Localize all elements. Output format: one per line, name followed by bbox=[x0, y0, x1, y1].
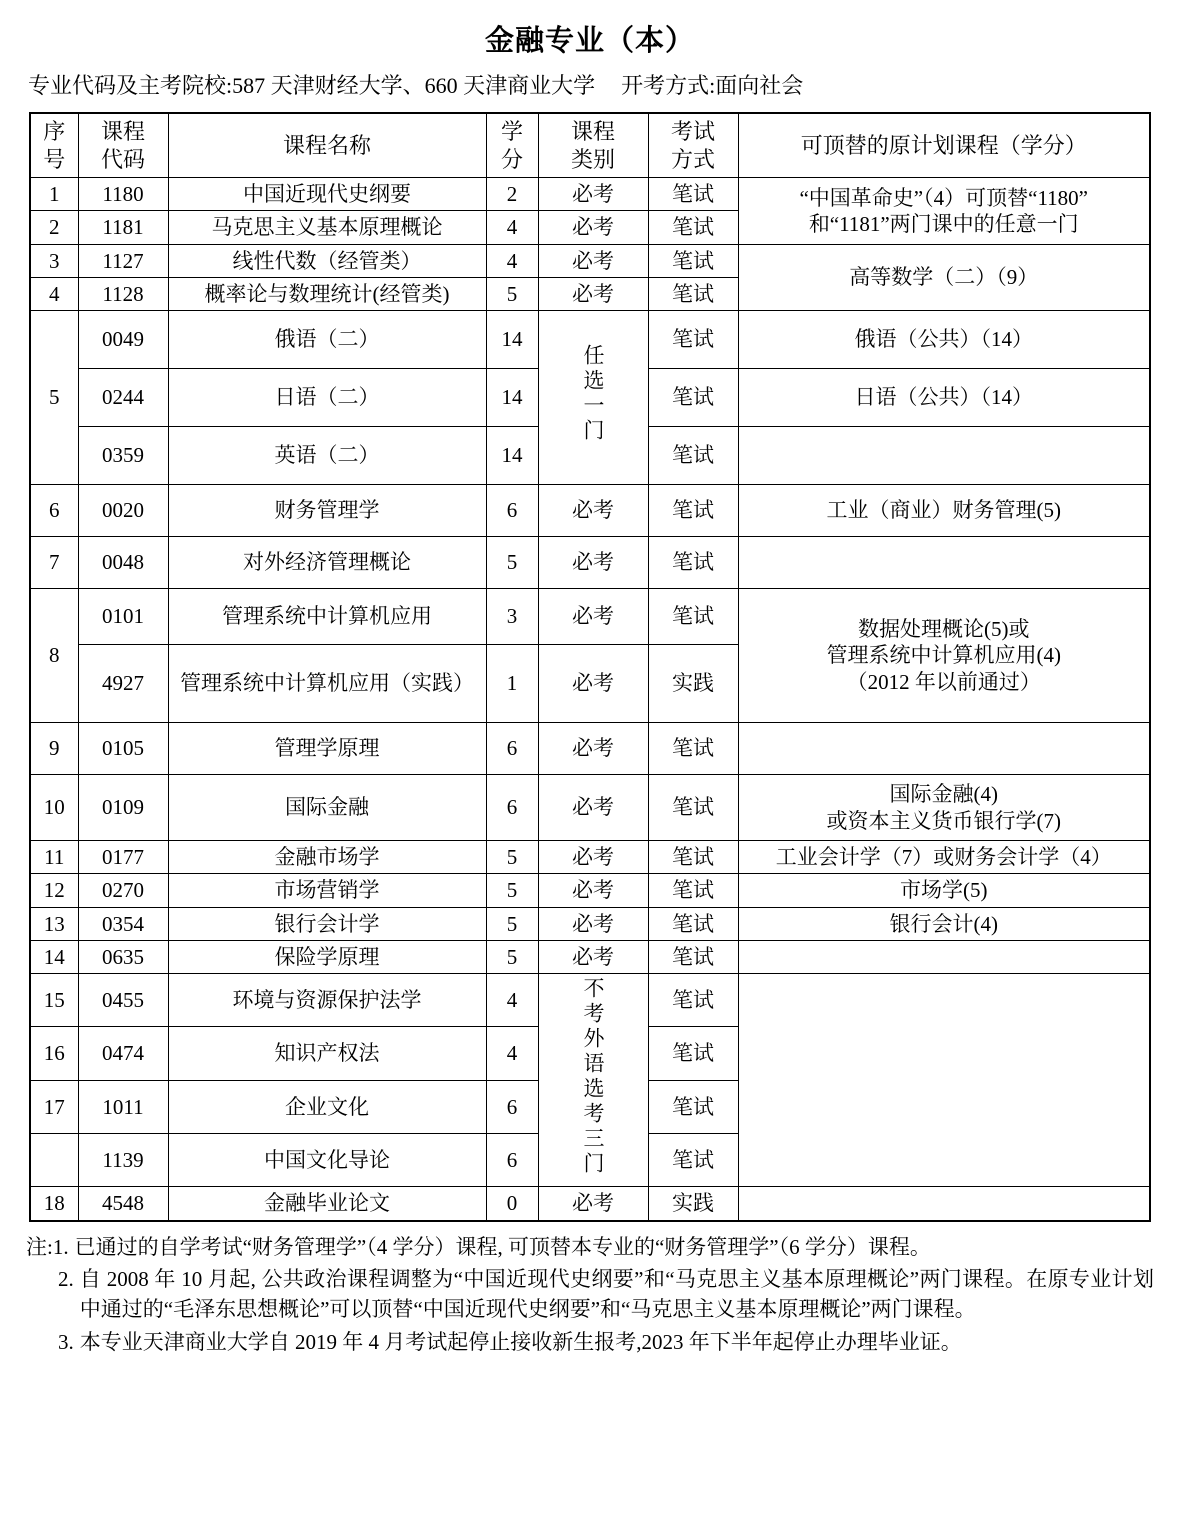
cell-type: 必考 bbox=[538, 277, 648, 310]
cell-type: 必考 bbox=[538, 244, 648, 277]
major-code-and-schools: 专业代码及主考院校:587 天津财经大学、660 天津商业大学 bbox=[28, 73, 596, 98]
cell-seq: 7 bbox=[30, 537, 78, 589]
cell-exam: 实践 bbox=[648, 645, 738, 723]
cell-exam: 笔试 bbox=[648, 874, 738, 907]
cell-substitute: 国际金融(4) 或资本主义货币银行学(7) bbox=[738, 775, 1150, 841]
cell-name: 概率论与数理统计(经管类) bbox=[168, 277, 486, 310]
header-substitute: 可顶替的原计划课程（学分） bbox=[738, 113, 1150, 178]
cell-substitute: 日语（公共）（14） bbox=[738, 369, 1150, 427]
cell-exam: 笔试 bbox=[648, 427, 738, 485]
cell-code: 0354 bbox=[78, 907, 168, 940]
table-row bbox=[30, 940, 1150, 973]
cell-type: 必考 bbox=[538, 907, 648, 940]
cell-name: 国际金融 bbox=[168, 775, 486, 841]
note-item bbox=[26, 1327, 1154, 1357]
header-course-name: 课程名称 bbox=[168, 113, 486, 178]
header-seq: 序 号 bbox=[30, 113, 78, 178]
cell-name: 管理系统中计算机应用（实践） bbox=[168, 645, 486, 723]
table-row bbox=[30, 244, 1150, 277]
table-row bbox=[30, 775, 1150, 841]
cell-type: 必考 bbox=[538, 723, 648, 775]
cell-code: 1181 bbox=[78, 211, 168, 244]
notes-label: 注: bbox=[26, 1234, 53, 1259]
cell-type: 必考 bbox=[538, 589, 648, 645]
cell-seq: 13 bbox=[30, 907, 78, 940]
cell-substitute: 数据处理概论(5)或 管理系统中计算机应用(4) （2012 年以前通过） bbox=[738, 589, 1150, 723]
cell-exam: 笔试 bbox=[648, 841, 738, 874]
cell-code: 0359 bbox=[78, 427, 168, 485]
cell-seq: 4 bbox=[30, 277, 78, 310]
cell-name: 市场营销学 bbox=[168, 874, 486, 907]
cell-seq: 14 bbox=[30, 940, 78, 973]
cell-seq: 16 bbox=[30, 1027, 78, 1080]
cell-exam: 笔试 bbox=[648, 589, 738, 645]
table-row bbox=[30, 311, 1150, 369]
cell-substitute: 高等数学（二）（9） bbox=[738, 244, 1150, 311]
cell-credit: 6 bbox=[486, 485, 538, 537]
cell-code: 0105 bbox=[78, 723, 168, 775]
note-text: 已通过的自学考试“财务管理学”（4 学分）课程, 可顶替本专业的“财务管理学”（6 学分）课程。 bbox=[74, 1234, 931, 1259]
cell-name: 中国文化导论 bbox=[168, 1133, 486, 1186]
cell-name: 保险学原理 bbox=[168, 940, 486, 973]
cell-type: 必考 bbox=[538, 645, 648, 723]
cell-exam: 笔试 bbox=[648, 485, 738, 537]
cell-credit: 5 bbox=[486, 277, 538, 310]
cell-code: 1139 bbox=[78, 1133, 168, 1186]
cell-credit: 4 bbox=[486, 244, 538, 277]
cell-substitute: 俄语（公共）（14） bbox=[738, 311, 1150, 369]
cell-substitute bbox=[738, 940, 1150, 973]
cell-credit: 6 bbox=[486, 1133, 538, 1186]
cell-exam: 笔试 bbox=[648, 1080, 738, 1133]
cell-code: 1180 bbox=[78, 178, 168, 211]
cell-name: 知识产权法 bbox=[168, 1027, 486, 1080]
cell-seq: 1 bbox=[30, 178, 78, 211]
cell-name: 银行会计学 bbox=[168, 907, 486, 940]
note-item bbox=[26, 1264, 1154, 1325]
cell-code: 0020 bbox=[78, 485, 168, 537]
cell-name: 环境与资源保护法学 bbox=[168, 974, 486, 1027]
cell-code: 0474 bbox=[78, 1027, 168, 1080]
table-row bbox=[30, 841, 1150, 874]
cell-code: 0048 bbox=[78, 537, 168, 589]
cell-exam: 笔试 bbox=[648, 244, 738, 277]
cell-exam: 笔试 bbox=[648, 1027, 738, 1080]
cell-credit: 1 bbox=[486, 645, 538, 723]
cell-code: 0049 bbox=[78, 311, 168, 369]
header-course-code: 课程 代码 bbox=[78, 113, 168, 178]
cell-type: 必考 bbox=[538, 178, 648, 211]
course-table bbox=[29, 112, 1151, 1222]
cell-credit: 14 bbox=[486, 369, 538, 427]
cell-exam: 笔试 bbox=[648, 178, 738, 211]
table-row bbox=[30, 874, 1150, 907]
cell-exam: 笔试 bbox=[648, 940, 738, 973]
cell-type: 必考 bbox=[538, 1187, 648, 1221]
cell-credit: 4 bbox=[486, 211, 538, 244]
cell-code: 1128 bbox=[78, 277, 168, 310]
cell-name: 日语（二） bbox=[168, 369, 486, 427]
cell-exam: 笔试 bbox=[648, 211, 738, 244]
vertical-label-any-one: 任选一门 bbox=[581, 344, 606, 445]
note-item bbox=[26, 1232, 1154, 1262]
cell-code: 0101 bbox=[78, 589, 168, 645]
cell-exam: 实践 bbox=[648, 1187, 738, 1221]
exam-mode: 开考方式:面向社会 bbox=[621, 73, 804, 98]
cell-exam: 笔试 bbox=[648, 277, 738, 310]
table-row bbox=[30, 178, 1150, 211]
cell-credit: 6 bbox=[486, 775, 538, 841]
header-course-type: 课程 类别 bbox=[538, 113, 648, 178]
cell-credit: 14 bbox=[486, 311, 538, 369]
header-exam-method: 考试 方式 bbox=[648, 113, 738, 178]
table-header-row bbox=[30, 113, 1150, 178]
cell-type: 必考 bbox=[538, 874, 648, 907]
note-number: 1. bbox=[52, 1234, 69, 1259]
note-number: 2. bbox=[58, 1266, 74, 1291]
cell-substitute bbox=[738, 537, 1150, 589]
cell-name: 金融市场学 bbox=[168, 841, 486, 874]
cell-type: 必考 bbox=[538, 485, 648, 537]
cell-seq: 11 bbox=[30, 841, 78, 874]
cell-credit: 5 bbox=[486, 537, 538, 589]
cell-credit: 14 bbox=[486, 427, 538, 485]
table-row bbox=[30, 485, 1150, 537]
cell-code: 0455 bbox=[78, 974, 168, 1027]
cell-credit: 5 bbox=[486, 841, 538, 874]
cell-type bbox=[538, 974, 648, 1187]
cell-exam: 笔试 bbox=[648, 723, 738, 775]
notes-section bbox=[26, 1232, 1154, 1358]
cell-substitute: 银行会计(4) bbox=[738, 907, 1150, 940]
cell-exam: 笔试 bbox=[648, 1133, 738, 1186]
cell-seq: 6 bbox=[30, 485, 78, 537]
cell-substitute bbox=[738, 1187, 1150, 1221]
cell-credit: 4 bbox=[486, 974, 538, 1027]
cell-credit: 6 bbox=[486, 723, 538, 775]
table-row bbox=[30, 537, 1150, 589]
cell-type: 必考 bbox=[538, 940, 648, 973]
cell-name: 俄语（二） bbox=[168, 311, 486, 369]
table-row bbox=[30, 907, 1150, 940]
cell-name: 金融毕业论文 bbox=[168, 1187, 486, 1221]
cell-credit: 5 bbox=[486, 940, 538, 973]
cell-seq: 3 bbox=[30, 244, 78, 277]
document-page bbox=[0, 18, 1180, 1357]
cell-credit: 3 bbox=[486, 589, 538, 645]
cell-code: 4927 bbox=[78, 645, 168, 723]
vertical-label-three-elective: 不考外语选考三门 bbox=[581, 977, 606, 1177]
cell-name: 管理系统中计算机应用 bbox=[168, 589, 486, 645]
table-row bbox=[30, 1187, 1150, 1221]
cell-type: 必考 bbox=[538, 775, 648, 841]
note-text: 本专业天津商业大学自 2019 年 4 月考试起停止接收新生报考,2023 年下半年起停止办理毕业证。 bbox=[79, 1329, 962, 1354]
cell-substitute: 市场学(5) bbox=[738, 874, 1150, 907]
cell-credit: 2 bbox=[486, 178, 538, 211]
cell-credit: 6 bbox=[486, 1080, 538, 1133]
cell-type: 必考 bbox=[538, 537, 648, 589]
cell-seq: 18 bbox=[30, 1187, 78, 1221]
subtitle bbox=[28, 69, 1180, 100]
cell-seq: 5 bbox=[30, 311, 78, 485]
cell-name: 企业文化 bbox=[168, 1080, 486, 1133]
table-row bbox=[30, 723, 1150, 775]
cell-exam: 笔试 bbox=[648, 775, 738, 841]
cell-seq bbox=[30, 1133, 78, 1186]
cell-name: 财务管理学 bbox=[168, 485, 486, 537]
cell-exam: 笔试 bbox=[648, 537, 738, 589]
cell-seq: 2 bbox=[30, 211, 78, 244]
cell-seq: 8 bbox=[30, 589, 78, 723]
cell-code: 4548 bbox=[78, 1187, 168, 1221]
note-text: 自 2008 年 10 月起, 公共政治课程调整为“中国近现代史纲要”和“马克思主义基本原理概论”两门课程。在原专业计划中通过的“毛泽东思想概论”可以顶替“中国近现代史纲要”和“马克思主义基本原理概论”两门课程。 bbox=[79, 1266, 1154, 1322]
cell-seq: 9 bbox=[30, 723, 78, 775]
cell-exam: 笔试 bbox=[648, 311, 738, 369]
cell-code: 0635 bbox=[78, 940, 168, 973]
cell-credit: 5 bbox=[486, 874, 538, 907]
cell-credit: 0 bbox=[486, 1187, 538, 1221]
cell-substitute bbox=[738, 723, 1150, 775]
cell-exam: 笔试 bbox=[648, 907, 738, 940]
cell-code: 0244 bbox=[78, 369, 168, 427]
table-row bbox=[30, 974, 1150, 1027]
cell-substitute bbox=[738, 427, 1150, 485]
cell-type bbox=[538, 311, 648, 485]
cell-seq: 10 bbox=[30, 775, 78, 841]
cell-type: 必考 bbox=[538, 841, 648, 874]
cell-code: 1011 bbox=[78, 1080, 168, 1133]
cell-seq: 17 bbox=[30, 1080, 78, 1133]
cell-code: 0177 bbox=[78, 841, 168, 874]
page-title: 金融专业（本） bbox=[484, 25, 695, 57]
cell-exam: 笔试 bbox=[648, 369, 738, 427]
cell-code: 1127 bbox=[78, 244, 168, 277]
cell-seq: 15 bbox=[30, 974, 78, 1027]
cell-substitute: 工业会计学（7）或财务会计学（4） bbox=[738, 841, 1150, 874]
cell-substitute: “中国革命史”（4）可顶替“1180” 和“1181”两门课中的任意一门 bbox=[738, 178, 1150, 245]
cell-seq: 12 bbox=[30, 874, 78, 907]
cell-name: 英语（二） bbox=[168, 427, 486, 485]
cell-code: 0109 bbox=[78, 775, 168, 841]
note-number: 3. bbox=[58, 1329, 74, 1354]
cell-substitute: 工业（商业）财务管理(5) bbox=[738, 485, 1150, 537]
cell-credit: 4 bbox=[486, 1027, 538, 1080]
table-row bbox=[30, 589, 1150, 645]
cell-exam: 笔试 bbox=[648, 974, 738, 1027]
cell-name: 马克思主义基本原理概论 bbox=[168, 211, 486, 244]
cell-name: 管理学原理 bbox=[168, 723, 486, 775]
cell-name: 对外经济管理概论 bbox=[168, 537, 486, 589]
cell-name: 中国近现代史纲要 bbox=[168, 178, 486, 211]
cell-credit: 5 bbox=[486, 907, 538, 940]
cell-code: 0270 bbox=[78, 874, 168, 907]
cell-substitute bbox=[738, 974, 1150, 1187]
cell-type: 必考 bbox=[538, 211, 648, 244]
header-credit: 学 分 bbox=[486, 113, 538, 178]
cell-name: 线性代数（经管类） bbox=[168, 244, 486, 277]
